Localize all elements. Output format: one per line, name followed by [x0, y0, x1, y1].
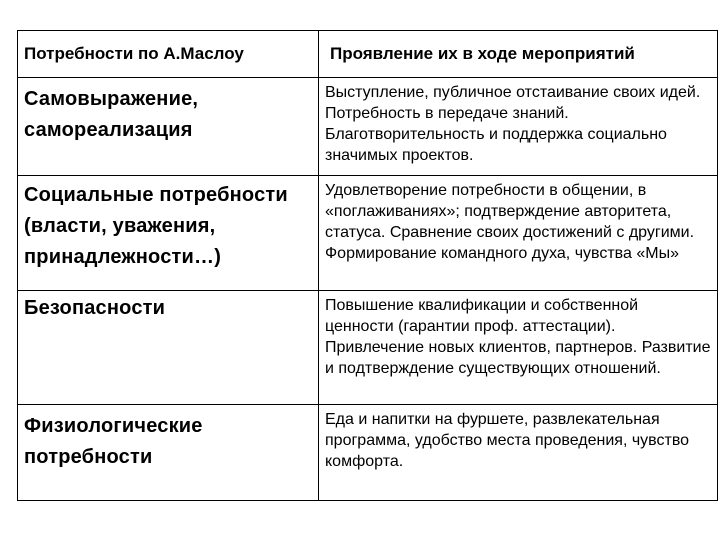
need-cell: Социальные потребности (власти, уважения, принадлежности…): [18, 176, 319, 291]
manifestation-cell: Выступление, публичное отстаивание своих идей. Потребность в передаче знаний. Благотворительность и поддержка социально значимых проектов.: [319, 78, 718, 176]
header-needs: Потребности по А.Маслоу: [18, 31, 319, 78]
header-manifestation: Проявление их в ходе мероприятий: [319, 31, 718, 78]
table-header-row: [18, 31, 718, 78]
manifestation-cell: Еда и напитки на фуршете, развлекательная программа, удобство места проведения, чувство комфорта.: [319, 405, 718, 501]
table-row: [18, 176, 718, 291]
need-cell: Самовыражение, самореализация: [18, 78, 319, 176]
table-row: [18, 405, 718, 501]
manifestation-cell: Повышение квалификации и собственной ценности (гарантии проф. аттестации). Привлечение новых клиентов, партнеров. Развитие и подтверждение существующих отношений.: [319, 291, 718, 405]
need-cell: Безопасности: [18, 291, 319, 405]
maslow-needs-table-container: [17, 30, 717, 501]
table-row: [18, 291, 718, 405]
maslow-needs-table: [17, 30, 718, 501]
need-cell: Физиологические потребности: [18, 405, 319, 501]
table-row: [18, 78, 718, 176]
manifestation-cell: Удовлетворение потребности в общении, в «поглаживаниях»; подтверждение авторитета, статуса. Сравнение своих достижений с другими. Формирование командного духа, чувства «Мы»: [319, 176, 718, 291]
